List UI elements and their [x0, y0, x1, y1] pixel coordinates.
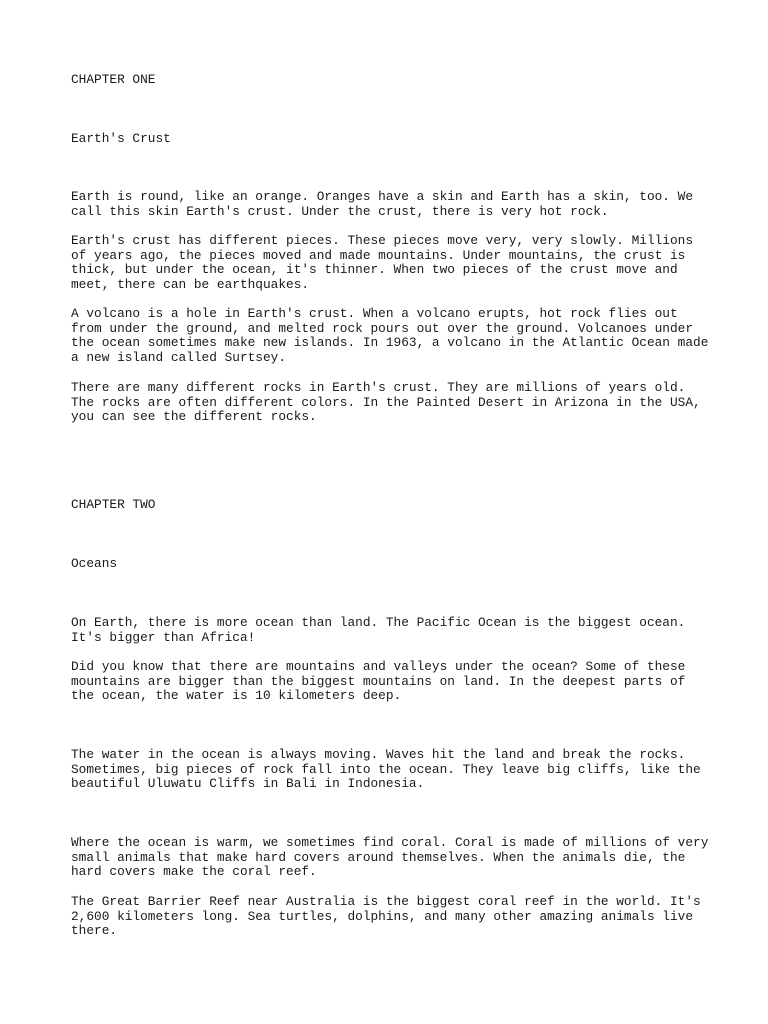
chapter-one-paragraph-4: There are many different rocks in Earth's crust. They are millions of years old. The rocks are often different colors. In the Painted Desert in Arizona in the USA, you can see the different rocks.	[71, 380, 701, 425]
chapter-one-paragraph-2: Earth's crust has different pieces. These pieces move very, very slowly. Millions of years ago, the pieces moved and made mountains. Under mountains, the crust is thick, but under the ocean, it's thinner. When two pieces of the crust move and meet, there can be earthquakes.	[71, 233, 694, 292]
chapter-one-paragraph-3: A volcano is a hole in Earth's crust. When a volcano erupts, hot rock flies out from under the ground, and melted rock pours out over the ground. Volcanoes under the ocean sometimes make new islands. In 1963, a volcano in the Atlantic Ocean made a new island called Surtsey.	[71, 306, 709, 365]
chapter-two-paragraph-5: The Great Barrier Reef near Australia is the biggest coral reef in the world. It's 2,600 kilometers long. Sea turtles, dolphins, and many other amazing animals live there.	[71, 894, 701, 939]
chapter-two-paragraph-1: On Earth, there is more ocean than land. The Pacific Ocean is the biggest ocean. It's bigger than Africa!	[71, 615, 686, 645]
chapter-two-paragraph-4: Where the ocean is warm, we sometimes find coral. Coral is made of millions of very small animals that make hard covers around themselves. When the animals die, the hard covers make the coral reef.	[71, 835, 709, 880]
chapter-one-heading: CHAPTER ONE	[71, 72, 156, 87]
chapter-one-paragraph-1: Earth is round, like an orange. Oranges have a skin and Earth has a skin, too. We call this skin Earth's crust. Under the crust, there is very hot rock.	[71, 189, 694, 219]
chapter-one-title: Earth's Crust	[71, 131, 171, 146]
chapter-two-title: Oceans	[71, 556, 118, 571]
chapter-two-paragraph-3: The water in the ocean is always moving. Waves hit the land and break the rocks. Sometimes, big pieces of rock fall into the ocean. They leave big cliffs, like the beautiful Uluwatu Cliffs in Bali in Indonesia.	[71, 747, 701, 792]
chapter-two-paragraph-2: Did you know that there are mountains and valleys under the ocean? Some of these mountains are bigger than the biggest mountains on land. In the deepest parts of the ocean, the water is 10 kilometers deep.	[71, 659, 686, 704]
chapter-two-heading: CHAPTER TWO	[71, 497, 156, 512]
